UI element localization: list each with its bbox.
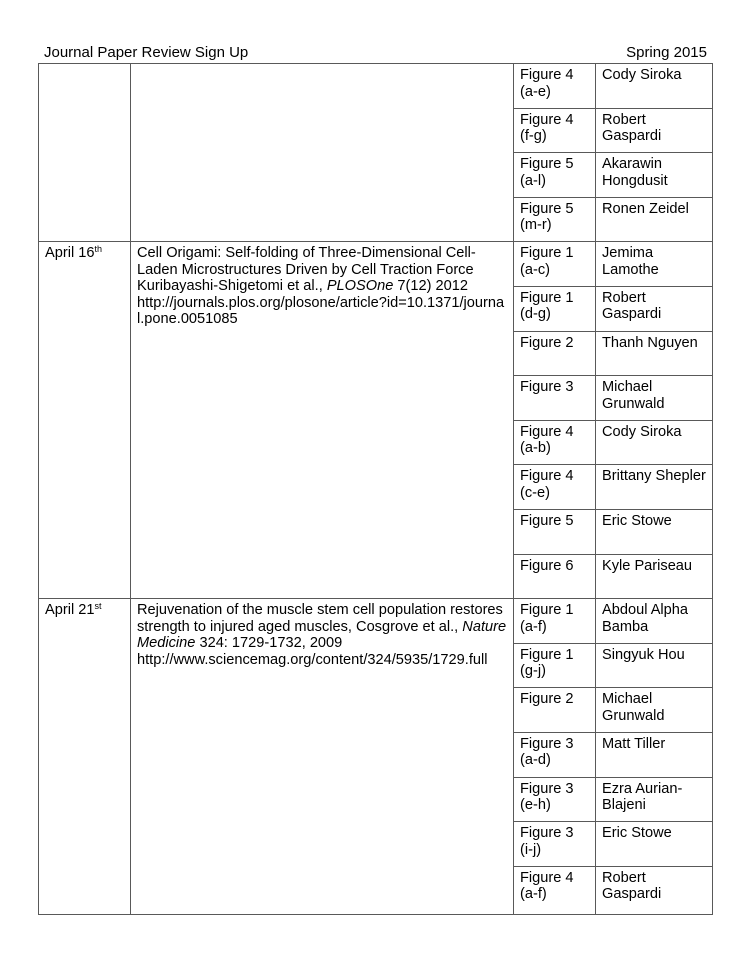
- reviewer-name: Matt Tiller: [602, 735, 666, 752]
- date-text: April 16: [45, 245, 95, 262]
- figure-cell: [514, 286, 596, 331]
- figure-label: Figure 5: [520, 200, 574, 217]
- reviewer-cell: [596, 242, 713, 287]
- reviewer-name: Kyle Pariseau: [602, 557, 693, 574]
- paper-url: http://www.sciencemag.org/content/324/5935/1729.full: [137, 651, 488, 668]
- reviewer-name: Abdoul Alpha Bamba: [602, 602, 689, 635]
- figure-parts: (a-b): [520, 440, 551, 457]
- date-text: April 21: [45, 602, 95, 619]
- reviewer-cell: [596, 286, 713, 331]
- figure-parts: (g-j): [520, 663, 546, 680]
- journal-name: PLOSOne: [326, 278, 394, 295]
- paper-title-segment: Rejuvenation of the muscle stem cell population restores strength to injured aged muscles, Cosgrove et al.,: [137, 602, 503, 635]
- reviewer-name: Akarawin Hongdusit: [602, 156, 668, 189]
- figure-label: Figure 3: [520, 379, 574, 396]
- reviewer-name: Robert Gaspardi: [602, 869, 662, 903]
- figure-label: Figure 3: [520, 735, 574, 752]
- figure-parts: (i-j): [520, 841, 542, 858]
- figure-cell: [514, 331, 596, 376]
- signup-table-body: [39, 64, 713, 915]
- reviewer-cell: [596, 153, 713, 198]
- figure-cell: [514, 643, 596, 688]
- reviewer-cell: [596, 108, 713, 153]
- figure-cell: [514, 197, 596, 242]
- reviewer-name: Singyuk Hou: [602, 646, 685, 663]
- reviewer-name: Robert Gaspardi: [602, 289, 662, 323]
- figure-parts: (a-l): [520, 172, 546, 189]
- date-superscript: st: [94, 601, 102, 612]
- reviewer-cell: [596, 331, 713, 376]
- reviewer-name: Cody Siroka: [602, 67, 682, 83]
- figure-label: Figure 3: [520, 825, 574, 842]
- reviewer-name: Ronen Zeidel: [602, 200, 689, 217]
- reviewer-cell: [596, 643, 713, 688]
- page-title: Journal Paper Review Sign Up: [44, 44, 249, 61]
- paper-cell: [131, 64, 514, 242]
- figure-cell: [514, 822, 596, 867]
- reviewer-cell: [596, 64, 713, 109]
- table-row: [39, 64, 713, 109]
- reviewer-cell: [596, 732, 713, 777]
- reviewer-cell: [596, 688, 713, 733]
- figure-cell: [514, 153, 596, 198]
- figure-parts: (d-g): [520, 306, 551, 323]
- reviewer-cell: [596, 599, 713, 644]
- reviewer-cell: [596, 197, 713, 242]
- paper-citation: [137, 245, 509, 295]
- page-term: Spring 2015: [626, 44, 707, 61]
- paper-cell: [131, 599, 514, 915]
- reviewer-cell: [596, 509, 713, 554]
- reviewer-cell: [596, 376, 713, 421]
- reviewer-name: Eric Stowe: [602, 825, 672, 842]
- figure-parts: (c-e): [520, 484, 550, 501]
- paper-title-segment: 324: 1729-1732, 2009: [195, 635, 343, 652]
- paper-cell: [131, 242, 514, 599]
- figure-cell: [514, 688, 596, 733]
- reviewer-name: Brittany Shepler: [602, 468, 706, 485]
- figure-parts: (a-c): [520, 261, 550, 278]
- figure-label: Figure 5: [520, 512, 574, 529]
- paper-title-segment: Cell Origami: Self-folding of Three-Dimensional Cell-Laden Microstructures Driven by Cell Traction Force Kuribayashi-Shigetomi et al.,: [137, 245, 476, 295]
- reviewer-cell: [596, 465, 713, 510]
- figure-cell: [514, 599, 596, 644]
- reviewer-cell: [596, 822, 713, 867]
- paper-title-segment: 7(12) 2012: [393, 278, 468, 295]
- figure-label: Figure 6: [520, 557, 574, 574]
- figure-label: Figure 2: [520, 691, 574, 708]
- figure-label: Figure 1: [520, 602, 574, 619]
- figure-cell: [514, 376, 596, 421]
- figure-parts: (a-f): [520, 886, 547, 903]
- reviewer-cell: [596, 554, 713, 599]
- figure-label: Figure 3: [520, 780, 574, 797]
- reviewer-name: Michael Grunwald: [602, 691, 665, 724]
- figure-cell: [514, 777, 596, 822]
- reviewer-cell: [596, 777, 713, 822]
- figure-cell: [514, 554, 596, 599]
- table-row: [39, 242, 713, 287]
- figure-label: Figure 4: [520, 67, 574, 83]
- figure-label: Figure 1: [520, 245, 574, 262]
- reviewer-name: Thanh Nguyen: [602, 334, 698, 351]
- figure-parts: (a-d): [520, 752, 551, 769]
- document-header: [44, 44, 707, 61]
- figure-parts: (e-h): [520, 797, 551, 813]
- figure-parts: (a-e): [520, 83, 551, 100]
- figure-label: Figure 4: [520, 423, 574, 440]
- figure-cell: [514, 420, 596, 465]
- figure-label: Figure 1: [520, 289, 574, 306]
- figure-label: Figure 4: [520, 869, 574, 886]
- paper-citation: [137, 602, 509, 652]
- journal-name: Nature Medicine: [137, 618, 507, 652]
- figure-cell: [514, 108, 596, 153]
- figure-cell: [514, 64, 596, 109]
- signup-table: [38, 63, 713, 915]
- figure-cell: [514, 866, 596, 914]
- figure-cell: [514, 509, 596, 554]
- date-superscript: th: [94, 244, 102, 255]
- date-cell: [39, 599, 131, 915]
- paper-url: http://journals.plos.org/plosone/article?id=10.1371/journal.pone.0051085: [137, 294, 505, 328]
- figure-parts: (a-f): [520, 618, 547, 635]
- reviewer-name: Cody Siroka: [602, 423, 682, 440]
- figure-parts: (f-g): [520, 128, 547, 145]
- table-row: [39, 599, 713, 644]
- date-cell: [39, 64, 131, 242]
- figure-cell: [514, 465, 596, 510]
- figure-label: Figure 4: [520, 111, 574, 128]
- figure-label: Figure 5: [520, 156, 574, 173]
- reviewer-name: Ezra Aurian-Blajeni: [602, 780, 683, 813]
- reviewer-name: Jemima Lamothe: [602, 245, 659, 278]
- reviewer-name: Michael Grunwald: [602, 379, 665, 412]
- figure-label: Figure 2: [520, 334, 574, 351]
- figure-label: Figure 4: [520, 468, 574, 485]
- figure-parts: (m-r): [520, 217, 552, 234]
- reviewer-cell: [596, 866, 713, 914]
- figure-cell: [514, 732, 596, 777]
- figure-cell: [514, 242, 596, 287]
- reviewer-name: Eric Stowe: [602, 512, 672, 529]
- date-cell: [39, 242, 131, 599]
- reviewer-cell: [596, 420, 713, 465]
- figure-label: Figure 1: [520, 646, 574, 663]
- reviewer-name: Robert Gaspardi: [602, 111, 662, 145]
